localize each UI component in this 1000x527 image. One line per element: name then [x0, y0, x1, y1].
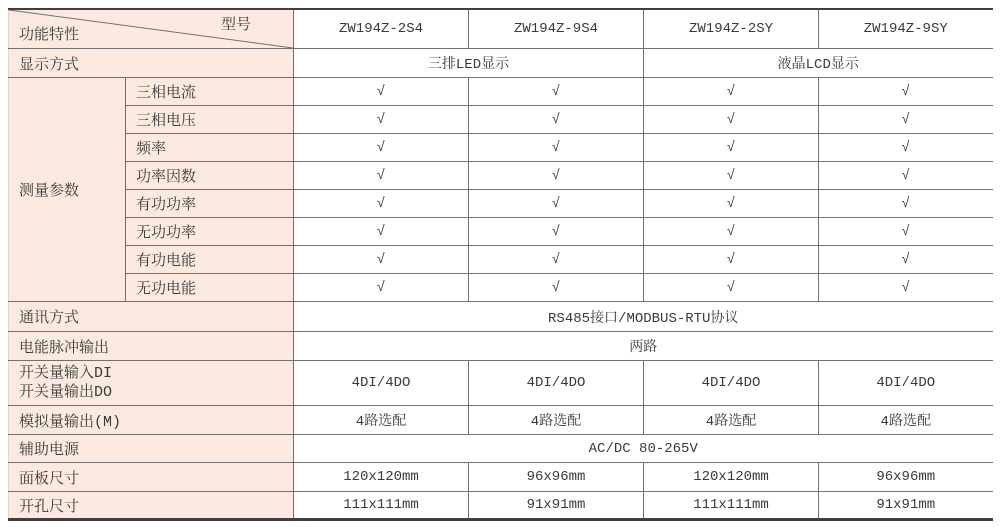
model-header: ZW194Z-2SY [644, 9, 819, 49]
sub-label: 功率因数 [126, 162, 294, 190]
value-cell: RS485接口/MODBUS-RTU协议 [294, 302, 993, 332]
row-label: 开孔尺寸 [9, 492, 294, 520]
measurement-row [9, 274, 993, 302]
value-cell: 91x91mm [469, 492, 644, 520]
row-label: 面板尺寸 [9, 463, 294, 492]
check-cell: √ [469, 134, 644, 162]
model-header: ZW194Z-2S4 [294, 9, 469, 49]
row-label: 电能脉冲输出 [9, 332, 294, 361]
sub-label: 频率 [126, 134, 294, 162]
group-label: 测量参数 [9, 78, 126, 302]
corner-cell [9, 9, 294, 49]
check-cell: √ [294, 190, 469, 218]
model-header: ZW194Z-9S4 [469, 9, 644, 49]
value-cell: 4路选配 [819, 406, 993, 435]
check-cell: √ [294, 162, 469, 190]
check-cell: √ [819, 134, 993, 162]
spec-table [8, 8, 993, 521]
sub-label: 无功功率 [126, 218, 294, 246]
check-cell: √ [644, 78, 819, 106]
check-cell: √ [469, 106, 644, 134]
check-cell: √ [819, 246, 993, 274]
check-cell: √ [644, 190, 819, 218]
check-cell: √ [294, 106, 469, 134]
value-cell: 111x111mm [644, 492, 819, 520]
value-cell: 三排LED显示 [294, 49, 644, 78]
check-cell: √ [819, 274, 993, 302]
check-cell: √ [469, 246, 644, 274]
spec-table-container [8, 8, 993, 521]
header-row [9, 9, 993, 49]
check-cell: √ [819, 106, 993, 134]
cutout-size-row [9, 492, 993, 520]
check-cell: √ [469, 78, 644, 106]
check-cell: √ [644, 218, 819, 246]
check-cell: √ [469, 162, 644, 190]
value-cell: 96x96mm [469, 463, 644, 492]
value-cell: 91x91mm [819, 492, 993, 520]
check-cell: √ [294, 246, 469, 274]
row-label: 辅助电源 [9, 435, 294, 463]
comm-row [9, 302, 993, 332]
value-cell: 4路选配 [469, 406, 644, 435]
check-cell: √ [469, 274, 644, 302]
measurement-row [9, 106, 993, 134]
corner-feature-label: 功能特性 [19, 27, 80, 44]
row-label [9, 361, 294, 406]
dio-label-line1: 开关量输入DI [19, 365, 113, 382]
value-cell: 4DI/4DO [819, 361, 993, 406]
dio-label-line2: 开关量输出DO [19, 384, 113, 401]
sub-label: 有功功率 [126, 190, 294, 218]
value-cell: 111x111mm [294, 492, 469, 520]
value-cell: 4DI/4DO [469, 361, 644, 406]
check-cell: √ [819, 190, 993, 218]
measurement-row [9, 162, 993, 190]
value-cell: 120x120mm [644, 463, 819, 492]
sub-label: 无功电能 [126, 274, 294, 302]
value-cell: 4路选配 [644, 406, 819, 435]
check-cell: √ [819, 218, 993, 246]
row-label: 显示方式 [9, 49, 294, 78]
measurement-row [9, 190, 993, 218]
check-cell: √ [819, 78, 993, 106]
measurement-row [9, 218, 993, 246]
value-cell: 4路选配 [294, 406, 469, 435]
value-cell: 96x96mm [819, 463, 993, 492]
check-cell: √ [294, 218, 469, 246]
check-cell: √ [644, 106, 819, 134]
row-label: 通讯方式 [9, 302, 294, 332]
analog-row [9, 406, 993, 435]
check-cell: √ [294, 134, 469, 162]
corner-model-label: 型号 [220, 17, 251, 34]
check-cell: √ [644, 134, 819, 162]
sub-label: 三相电压 [126, 106, 294, 134]
measurement-row [9, 78, 993, 106]
aux-power-row [9, 435, 993, 463]
check-cell: √ [294, 78, 469, 106]
row-label: 模拟量输出(M) [9, 406, 294, 435]
check-cell: √ [644, 274, 819, 302]
value-cell: 液晶LCD显示 [644, 49, 993, 78]
check-cell: √ [294, 274, 469, 302]
panel-size-row [9, 463, 993, 492]
check-cell: √ [469, 190, 644, 218]
model-header: ZW194Z-9SY [819, 9, 993, 49]
check-cell: √ [819, 162, 993, 190]
value-cell: 两路 [294, 332, 993, 361]
check-cell: √ [469, 218, 644, 246]
value-cell: 120x120mm [294, 463, 469, 492]
sub-label: 有功电能 [126, 246, 294, 274]
sub-label: 三相电流 [126, 78, 294, 106]
check-cell: √ [644, 246, 819, 274]
dio-row [9, 361, 993, 406]
value-cell: 4DI/4DO [294, 361, 469, 406]
measurement-row [9, 246, 993, 274]
measurement-row [9, 134, 993, 162]
pulse-row [9, 332, 993, 361]
check-cell: √ [644, 162, 819, 190]
value-cell: AC/DC 80-265V [294, 435, 993, 463]
display-row [9, 49, 993, 78]
value-cell: 4DI/4DO [644, 361, 819, 406]
